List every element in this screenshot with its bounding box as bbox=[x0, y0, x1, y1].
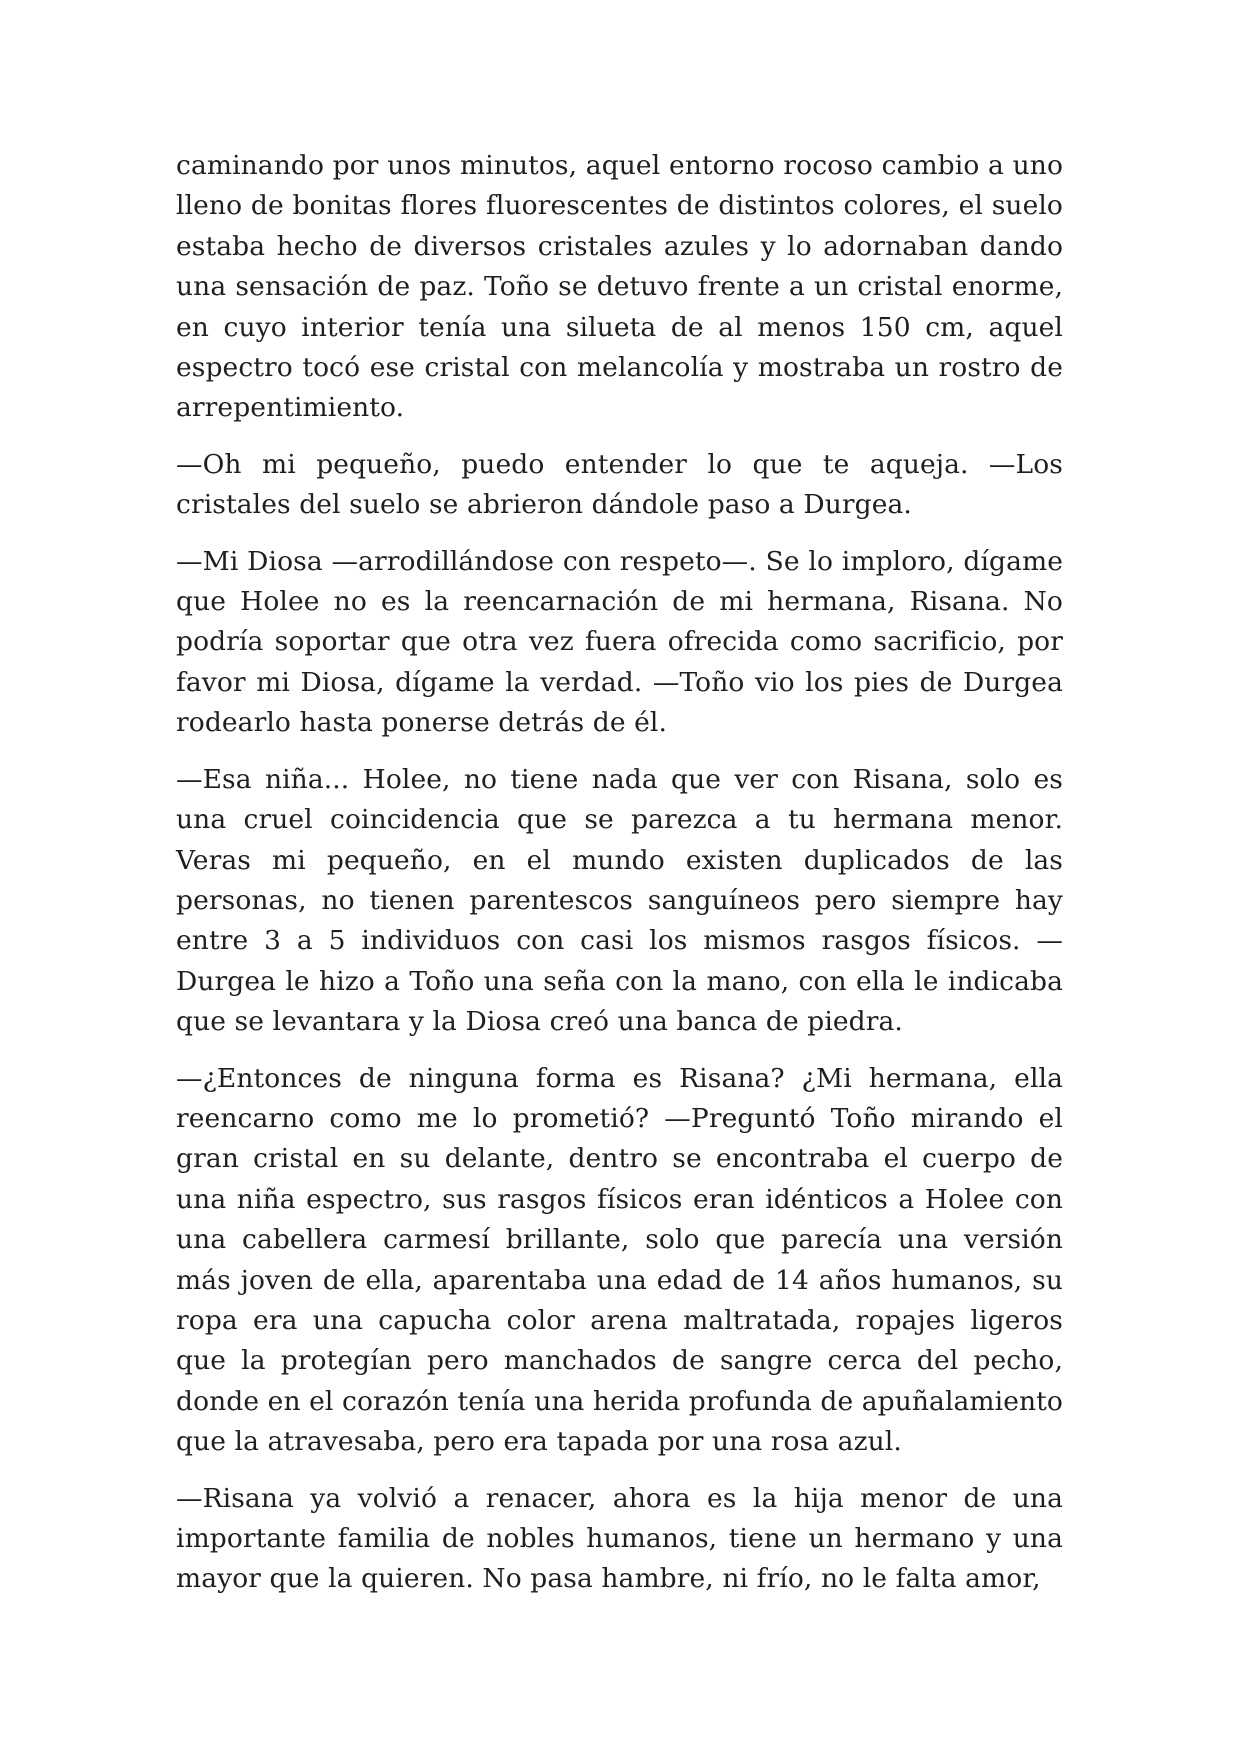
paragraph-6: —Risana ya volvió a renacer, ahora es la hija menor de una importante familia de nobles humanos, tiene un hermano y una mayor que la quieren. No pasa hambre, ni frío, no le falta amor, bbox=[176, 1482, 1063, 1595]
paragraph-5: —¿Entonces de ninguna forma es Risana? ¿Mi hermana, ella reencarno como me lo prometió? —Preguntó Toño mirando el gran cristal en su delante, dentro se encontraba el cuerpo de una niña espectro, sus rasgos físicos eran idénticos a Holee con una cabellera carmesí brillante, solo que parecía una versión más joven de ella, aparentaba una edad de 14 años humanos, su ropa era una capucha color arena maltratada, ropajes ligeros que la protegían pero manchados de sangre cerca del pecho, donde en el corazón tenía una herida profunda de apuñalamiento que la atravesaba, pero era tapada por una rosa azul. bbox=[176, 1062, 1063, 1458]
body-text bbox=[176, 146, 1063, 1616]
paragraph-1: caminando por unos minutos, aquel entorno rocoso cambio a uno lleno de bonitas flores fluorescentes de distintos colores, el suelo estaba hecho de diversos cristales azules y lo adornaban dando una sensación de paz. Toño se detuvo frente a un cristal enorme, en cuyo interior tenía una silueta de al menos 150 cm, aquel espectro tocó ese cristal con melancolía y mostraba un rostro de arrepentimiento. bbox=[176, 150, 1063, 424]
paragraph-3: —Mi Diosa —arrodillándose con respeto—. Se lo imploro, dígame que Holee no es la reencarnación de mi hermana, Risana. No podría soportar que otra vez fuera ofrecida como sacrificio, por favor mi Diosa, dígame la verdad. —Toño vio los pies de Durgea rodearlo hasta ponerse detrás de él. bbox=[176, 545, 1063, 739]
paragraph-2: —Oh mi pequeño, puedo entender lo que te aqueja. —Los cristales del suelo se abrieron dándole paso a Durgea. bbox=[176, 448, 1063, 521]
paragraph-4: —Esa niña... Holee, no tiene nada que ver con Risana, solo es una cruel coincidencia que se parezca a tu hermana menor. Veras mi pequeño, en el mundo existen duplicados de las personas, no tienen parentescos sanguíneos pero siempre hay entre 3 a 5 individuos con casi los mismos rasgos físicos. —Durgea le hizo a Toño una seña con la mano, con ella le indicaba que se levantara y la Diosa creó una banca de piedra. bbox=[176, 763, 1063, 1038]
